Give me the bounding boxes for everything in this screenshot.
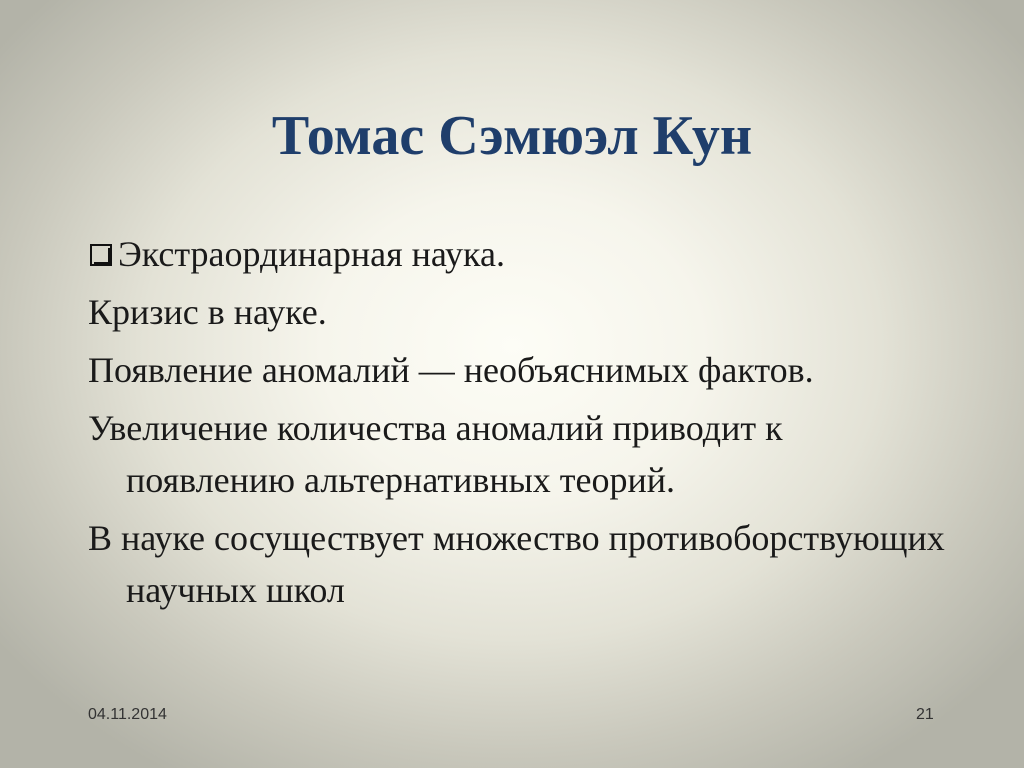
bullet-text: Экстраординарная наука. (118, 234, 505, 274)
slide-title: Томас Сэмюэл Кун (271, 105, 753, 167)
bullet-text: В науке сосуществует множество противоборствующих научных школ (88, 518, 945, 610)
bullet-text: Кризис в науке. (88, 292, 327, 332)
checkbox-icon (88, 242, 114, 268)
bullet-item (88, 402, 948, 506)
footer-date: 04.11.2014 (88, 706, 167, 723)
bullet-item (88, 228, 948, 280)
bullet-item (88, 344, 948, 396)
bullet-text: Увеличение количества аномалий приводит к появлению альтернативных теорий. (88, 408, 783, 500)
bullet-item (88, 512, 948, 616)
bullet-item (88, 286, 948, 338)
page-number: 21 (916, 706, 934, 723)
bullet-text: Появление аномалий — необъяснимых фактов. (88, 350, 814, 390)
slide-content (88, 228, 948, 622)
